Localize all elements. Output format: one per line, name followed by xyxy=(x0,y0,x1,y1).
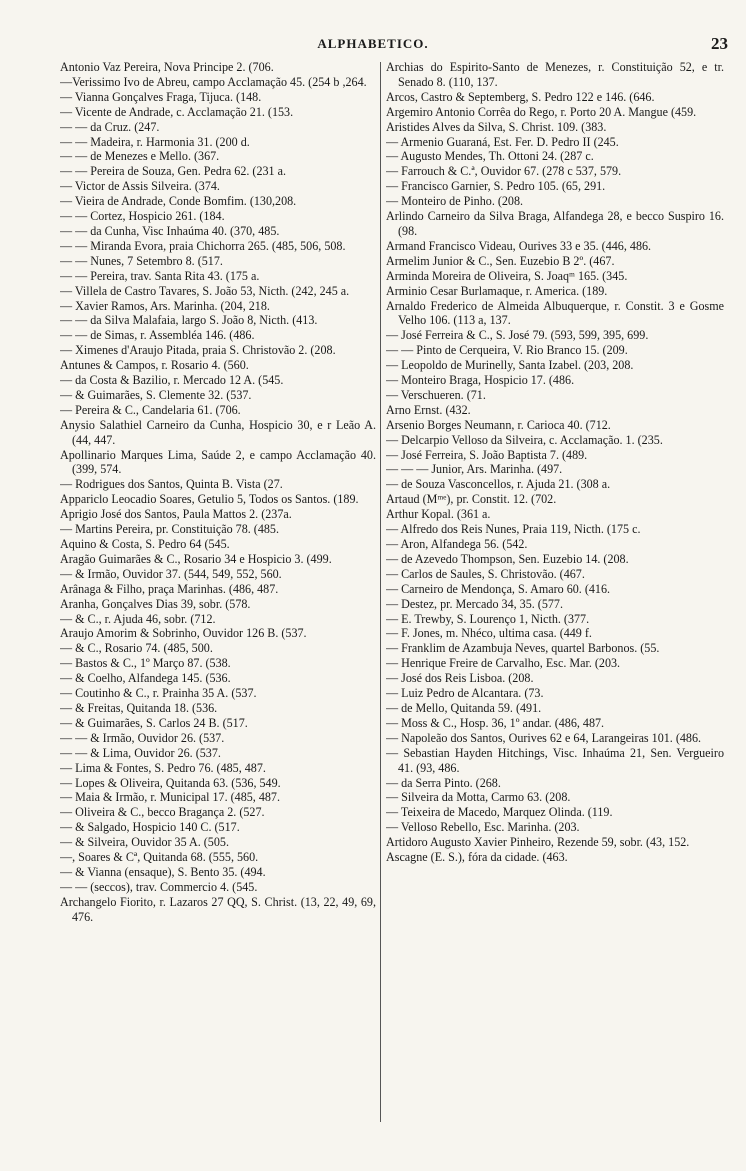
directory-entry: — — Madeira, r. Harmonia 31. (200 d. xyxy=(60,134,250,149)
directory-entry: — Augusto Mendes, Th. Ottoni 24. (287 c. xyxy=(386,149,594,164)
directory-entry: — da Costa & Bazilio, r. Mercado 12 A. (545. xyxy=(60,373,284,388)
directory-entry: — Verschueren. (71. xyxy=(386,387,486,402)
directory-entry: — & Coelho, Alfandega 145. (536. xyxy=(60,671,231,686)
directory-entry: Araujo Amorim & Sobrinho, Ouvidor 126 B. (537. xyxy=(60,626,307,641)
directory-entry: — Leopoldo de Murinelly, Santa Izabel. (203, 208. xyxy=(386,358,634,373)
directory-entry: — de Azevedo Thompson, Sen. Euzebio 14. (208. xyxy=(386,551,629,566)
directory-entry: — Pereira & C., Candelaria 61. (706. xyxy=(60,402,241,417)
page-header xyxy=(0,34,746,56)
directory-entry: Arno Ernst. (432. xyxy=(386,402,471,417)
directory-entry: — & Freitas, Quitanda 18. (536. xyxy=(60,700,218,715)
directory-entry: — Rodrigues dos Santos, Quinta B. Vista (27. xyxy=(60,477,283,492)
directory-entry: Antonio Vaz Pereira, Nova Principe 2. (706. xyxy=(60,60,274,74)
directory-entry: Aquino & Costa, S. Pedro 64 (545. xyxy=(60,537,230,551)
directory-entry: Archias do Espirito-Santo de Menezes, r. Constituição 52, e tr. Senado 8. (110, 137. xyxy=(386,60,724,89)
directory-entry: Aranha, Gonçalves Dias 39, sobr. (578. xyxy=(60,596,251,611)
directory-entry: — Moss & C., Hosp. 36, 1º andar. (486, 487. xyxy=(386,715,605,730)
directory-entry: Ascagne (E. S.), fóra da cidade. (463. xyxy=(386,850,568,865)
directory-entry: — Armenio Guaraná, Est. Fer. D. Pedro II (245. xyxy=(386,134,619,149)
directory-entry: Arnaldo Frederico de Almeida Albuquerque, r. Constit. 3 e Gosme Velho 106. (113 a, 137. xyxy=(386,298,724,328)
directory-entry: — Ximenes d'Araujo Pitada, praia S. Christovão 2. (208. xyxy=(60,343,336,358)
column-divider xyxy=(380,62,381,1122)
directory-entry: — Delcarpio Velloso da Silveira, c. Acclamação. 1. (235. xyxy=(386,432,663,447)
directory-entry: — Carneiro de Mendonça, S. Amaro 60. (416. xyxy=(386,581,611,596)
directory-entry: — de Mello, Quitanda 59. (491. xyxy=(386,700,542,715)
directory-entry: — Franklim de Azambuja Neves, quartel Barbonos. (55. xyxy=(386,641,660,656)
directory-entry: — Villela de Castro Tavares, S. João 53, Nicth. (242, 245 a. xyxy=(60,283,350,298)
directory-entry: — Monteiro Braga, Hospicio 17. (486. xyxy=(386,373,575,388)
directory-entry: — Monteiro de Pinho. (208. xyxy=(386,194,524,209)
directory-entry: — Vieira de Andrade, Conde Bomfim. (130,208. xyxy=(60,194,297,209)
directory-entry: — Lima & Fontes, S. Pedro 76. (485, 487. xyxy=(60,760,266,775)
directory-entry: — Vicente de Andrade, c. Acclamação 21. (153. xyxy=(60,104,294,119)
directory-entry: — & Guimarães, S. Carlos 24 B. (517. xyxy=(60,715,248,730)
directory-entry: — Velloso Rebello, Esc. Marinha. (203. xyxy=(386,820,580,835)
directory-entry: Arânaga & Filho, praça Marinhas. (486, 487. xyxy=(60,581,279,596)
directory-entry: — Luiz Pedro de Alcantara. (73. xyxy=(386,686,544,701)
directory-entry: — da Serra Pinto. (268. xyxy=(386,775,501,790)
directory-entry: — Silveira da Motta, Carmo 63. (208. xyxy=(386,790,571,805)
directory-entry: —, Soares & Cª, Quitanda 68. (555, 560. xyxy=(60,850,259,865)
directory-entry: — — Pinto de Cerqueira, V. Rio Branco 15. (209. xyxy=(386,343,628,358)
directory-entry: — & Irmão, Ouvidor 37. (544, 549, 552, 560. xyxy=(60,566,282,581)
directory-entry: Aragão Guimarães & C., Rosario 34 e Hospicio 3. (499. xyxy=(60,551,332,566)
directory-entry: Archangelo Fiorito, r. Lazaros 27 QQ, S. Christ. (13, 22, 49, 69, 476. xyxy=(60,894,376,924)
directory-entry: — — — Junior, Ars. Marinha. (497. xyxy=(386,462,563,477)
directory-entry: Appariclo Leocadio Soares, Getulio 5, Todos os Santos. (189. xyxy=(60,492,359,507)
directory-entry: — Martins Pereira, pr. Constituição 78. (485. xyxy=(60,522,279,537)
directory-entry: Arcos, Castro & Septemberg, S. Pedro 122 e 146. (646. xyxy=(386,89,655,104)
directory-entry: — E. Trewby, S. Lourenço 1, Nicth. (377. xyxy=(386,611,590,626)
directory-entry: — & Silveira, Ouvidor 35 A. (505. xyxy=(60,835,229,850)
directory-entry: — Farrouch & C.ª, Ouvidor 67. (278 c 537, 579. xyxy=(386,164,622,179)
directory-entry: — Sebastian Hayden Hitchings, Visc. Inhaúma 21, Sen. Vergueiro 41. (93, 486. xyxy=(386,745,724,775)
directory-entry: Arminda Moreira de Oliveira, S. Joaqᵐ 165. (345. xyxy=(386,268,628,283)
directory-entry: — — da Silva Malafaia, largo S. João 8, Nicth. (413. xyxy=(60,313,318,328)
directory-entry: — Coutinho & C., r. Prainha 35 A. (537. xyxy=(60,686,257,701)
directory-entry: — José Ferreira & C., S. José 79. (593, 599, 395, 699. xyxy=(386,328,649,343)
directory-entry: — Lopes & Oliveira, Quitanda 63. (536, 549. xyxy=(60,775,281,790)
directory-entry: Antunes & Campos, r. Rosario 4. (560. xyxy=(60,358,249,373)
directory-entry: Arthur Kopal. (361 a. xyxy=(386,507,491,522)
directory-entry: — Destez, pr. Mercado 34, 35. (577. xyxy=(386,596,563,611)
directory-entry: — & C., r. Ajuda 46, sobr. (712. xyxy=(60,611,216,626)
directory-entry: Anysio Salathiel Carneiro da Cunha, Hospicio 30, e r Leão A. (44, 447. xyxy=(60,417,376,447)
directory-entry: — Vianna Gonçalves Fraga, Tijuca. (148. xyxy=(60,89,262,104)
directory-entry: — Oliveira & C., becco Bragança 2. (527. xyxy=(60,805,265,820)
directory-entry: — Xavier Ramos, Ars. Marinha. (204, 218. xyxy=(60,298,270,313)
directory-entry: Armand Francisco Videau, Ourives 33 e 35. (446, 486. xyxy=(386,238,652,253)
directory-entry: Arlindo Carneiro da Silva Braga, Alfandega 28, e becco Suspiro 16. (98. xyxy=(386,209,724,238)
directory-entry: — & Vianna (ensaque), S. Bento 35. (494. xyxy=(60,864,266,879)
directory-entry: — & Salgado, Hospicio 140 C. (517. xyxy=(60,820,240,835)
directory-entry: — — (seccos), trav. Commercio 4. (545. xyxy=(60,879,258,894)
directory-entry: Argemiro Antonio Corrêa do Rego, r. Porto 20 A. Mangue (459. xyxy=(386,104,697,119)
directory-entry: Aprigio José dos Santos, Paula Mattos 2. (237a. xyxy=(60,507,292,522)
directory-entry: Apollinario Marques Lima, Saúde 2, e campo Acclamação 40. (399, 574. xyxy=(60,447,376,477)
directory-entry: — Carlos de Saules, S. Christovão. (467. xyxy=(386,566,585,581)
directory-entry: —Verissimo Ivo de Abreu, campo Acclamação 45. (254 b ,264. xyxy=(60,74,367,89)
directory-entry: — — Miranda Evora, praia Chichorra 265. (485, 506, 508. xyxy=(60,238,346,253)
directory-entry: — — & Irmão, Ouvidor 26. (537. xyxy=(60,730,225,745)
directory-entry: Artaud (Mᵐᵉ), pr. Constit. 12. (702. xyxy=(386,492,557,507)
directory-entry: Aristides Alves da Silva, S. Christ. 109. (383. xyxy=(386,119,607,134)
directory-entry: — Bastos & C., 1º Março 87. (538. xyxy=(60,656,231,671)
directory-entry: — F. Jones, m. Nhéco, ultima casa. (449 f. xyxy=(386,626,592,641)
directory-entry: — — Cortez, Hospicio 261. (184. xyxy=(60,209,225,224)
directory-entry: — Teixeira de Macedo, Marquez Olinda. (119. xyxy=(386,805,613,820)
directory-entry: — — de Simas, r. Assembléa 146. (486. xyxy=(60,328,255,343)
directory-entry: — José dos Reis Lisboa. (208. xyxy=(386,671,534,686)
directory-entry: — Alfredo dos Reis Nunes, Praia 119, Nicth. (175 c. xyxy=(386,522,641,537)
directory-entry: — — da Cunha, Visc Inhaúma 40. (370, 485. xyxy=(60,223,280,238)
left-column xyxy=(60,60,376,1140)
directory-entry: Arsenio Borges Neumann, r. Carioca 40. (712. xyxy=(386,417,611,432)
directory-entry: — Maia & Irmão, r. Municipal 17. (485, 487. xyxy=(60,790,281,805)
directory-entry: — Henrique Freire de Carvalho, Esc. Mar. (203. xyxy=(386,656,621,671)
directory-entry: — — Pereira de Souza, Gen. Pedra 62. (231 a. xyxy=(60,164,287,179)
directory-entry: — — Pereira, trav. Santa Rita 43. (175 a. xyxy=(60,268,260,283)
directory-entry: Arminio Cesar Burlamaque, r. America. (189. xyxy=(386,283,608,298)
right-column xyxy=(386,60,724,1140)
directory-entry: — Francisco Garnier, S. Pedro 105. (65, 291. xyxy=(386,179,606,194)
directory-entry: — — da Cruz. (247. xyxy=(60,119,160,134)
directory-entry: — — & Lima, Ouvidor 26. (537. xyxy=(60,745,221,760)
directory-entry: — de Souza Vasconcellos, r. Ajuda 21. (308 a. xyxy=(386,477,611,492)
directory-entry: — Napoleão dos Santos, Ourives 62 e 64, Larangeiras 101. (486. xyxy=(386,730,702,745)
directory-entry: Artidoro Augusto Xavier Pinheiro, Rezende 59, sobr. (43, 152. xyxy=(386,835,690,850)
directory-entry: — & Guimarães, S. Clemente 32. (537. xyxy=(60,387,252,402)
directory-entry: — — de Menezes e Mello. (367. xyxy=(60,149,220,164)
directory-entry: — Victor de Assis Silveira. (374. xyxy=(60,179,220,194)
directory-entry: — — Nunes, 7 Setembro 8. (517. xyxy=(60,253,223,268)
directory-entry: — Aron, Alfandega 56. (542. xyxy=(386,537,528,551)
directory-entry: — José Ferreira, S. João Baptista 7. (489. xyxy=(386,447,588,462)
running-title: ALPHABETICO. xyxy=(317,36,429,51)
page-number: 23 xyxy=(711,34,728,53)
directory-entry: Armelim Junior & C., Sen. Euzebio B 2º. (467. xyxy=(386,253,615,268)
directory-entry: — & C., Rosario 74. (485, 500. xyxy=(60,641,213,656)
